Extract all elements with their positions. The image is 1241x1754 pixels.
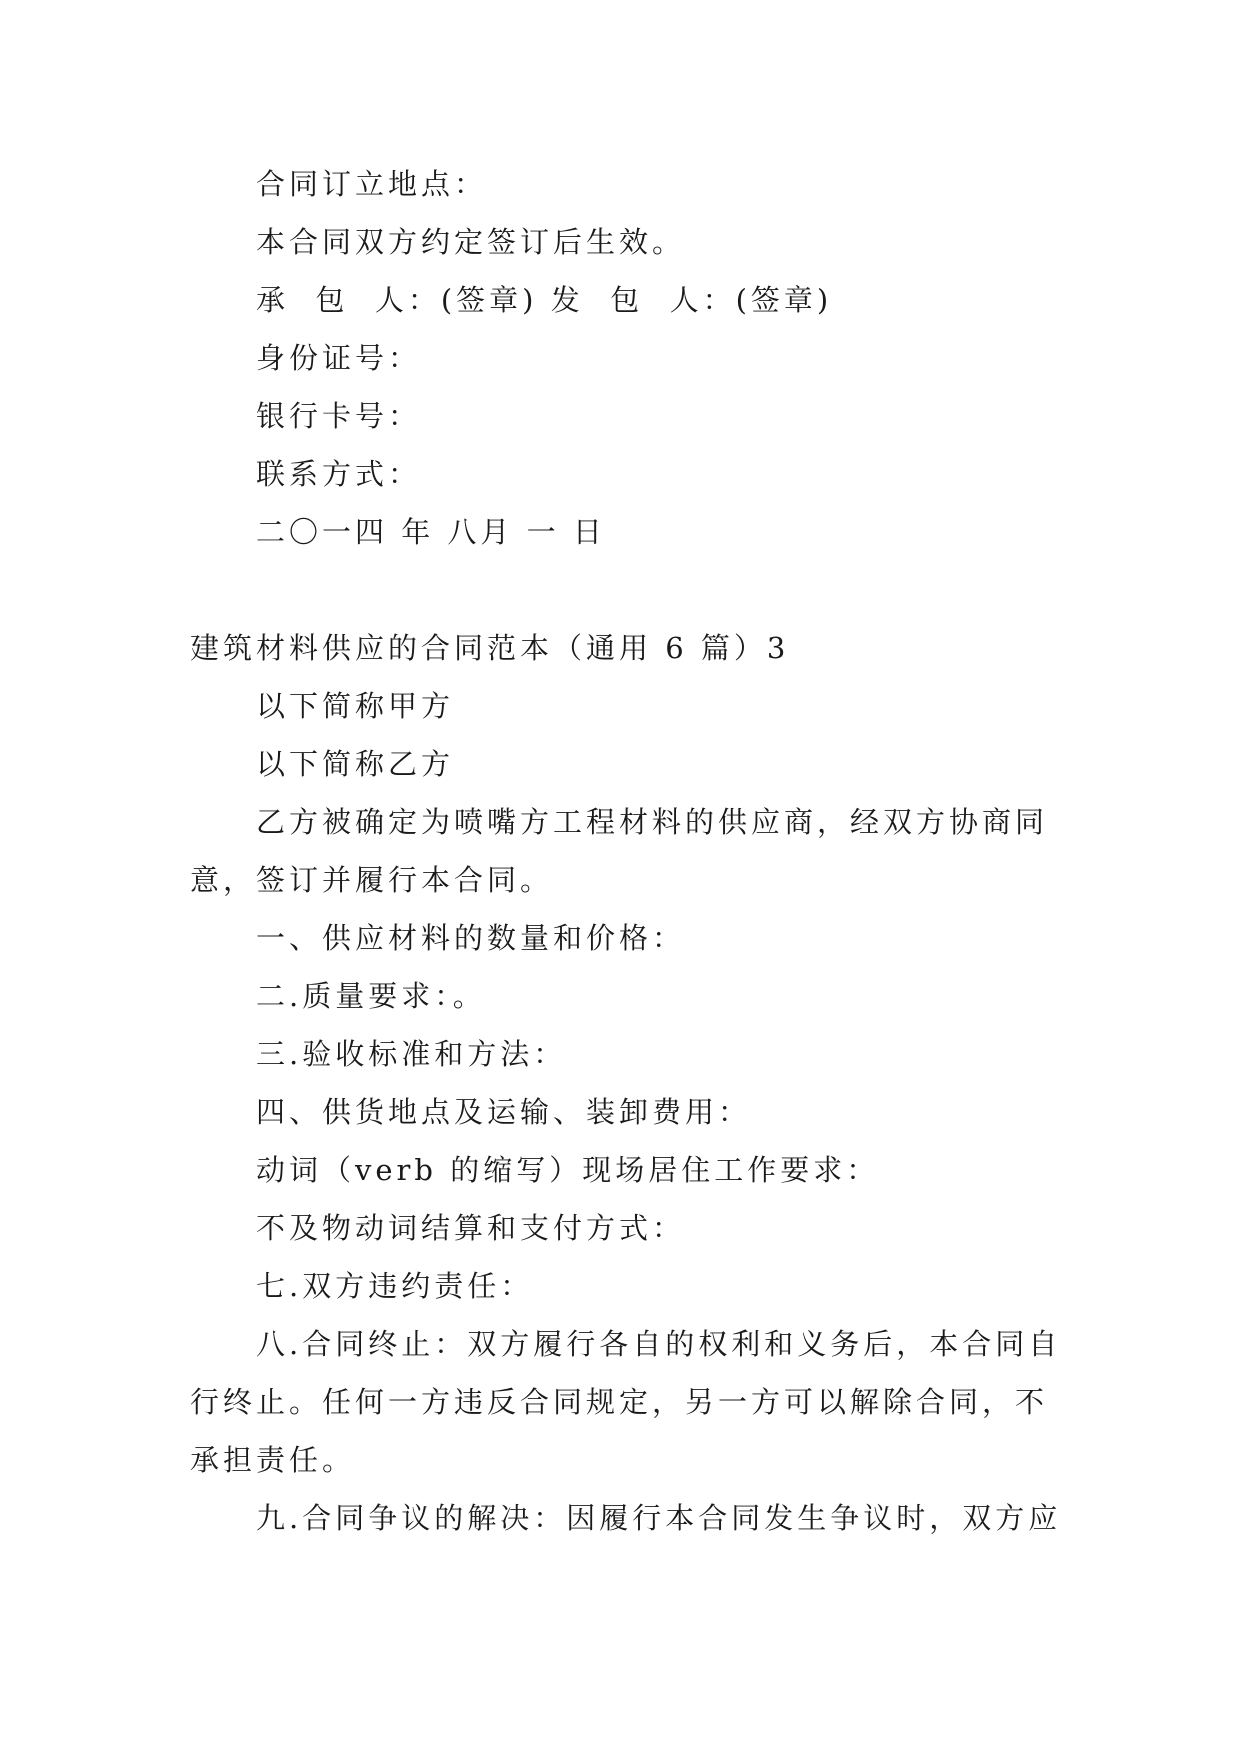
dispute-clause-line: 九.合同争议的解决：因履行本合同发生争议时，双方应 [256, 1501, 1062, 1535]
bank-card-line: 银行卡号： [256, 399, 422, 433]
contract-place-line: 合同订立地点： [256, 167, 488, 201]
contact-line: 联系方式： [256, 457, 422, 491]
date-line: 二〇一四 年 八月 一 日 [256, 515, 606, 549]
clause-line: 七.双方违约责任： [256, 1269, 534, 1303]
signature-line: 承 包 人：(签章) 发 包 人：(签章) [256, 283, 833, 317]
id-number-line: 身份证号： [256, 341, 422, 375]
party-b-line: 以下简称乙方 [256, 747, 455, 781]
termination-clause-line: 行终止。任何一方违反合同规定，另一方可以解除合同，不 [190, 1385, 1049, 1419]
intro-paragraph-line: 乙方被确定为喷嘴方工程材料的供应商，经双方协商同 [256, 805, 1049, 839]
clause-line: 动词（verb 的缩写）现场居住工作要求： [256, 1153, 880, 1187]
clause-line: 四、供货地点及运输、装卸费用： [256, 1095, 752, 1129]
section-title: 建筑材料供应的合同范本（通用 6 篇）3 [190, 631, 790, 665]
effective-clause-line: 本合同双方约定签订后生效。 [256, 225, 686, 259]
termination-clause-line: 八.合同终止：双方履行各自的权利和义务后，本合同自 [256, 1327, 1062, 1361]
clause-line: 不及物动词结算和支付方式： [256, 1211, 686, 1245]
clause-line: 二.质量要求：。 [256, 979, 486, 1013]
clause-line: 一、供应材料的数量和价格： [256, 921, 686, 955]
party-a-line: 以下简称甲方 [256, 689, 455, 723]
termination-clause-line: 承担责任。 [190, 1443, 356, 1477]
clause-line: 三.验收标准和方法： [256, 1037, 567, 1071]
intro-paragraph-line: 意，签订并履行本合同。 [190, 863, 554, 897]
